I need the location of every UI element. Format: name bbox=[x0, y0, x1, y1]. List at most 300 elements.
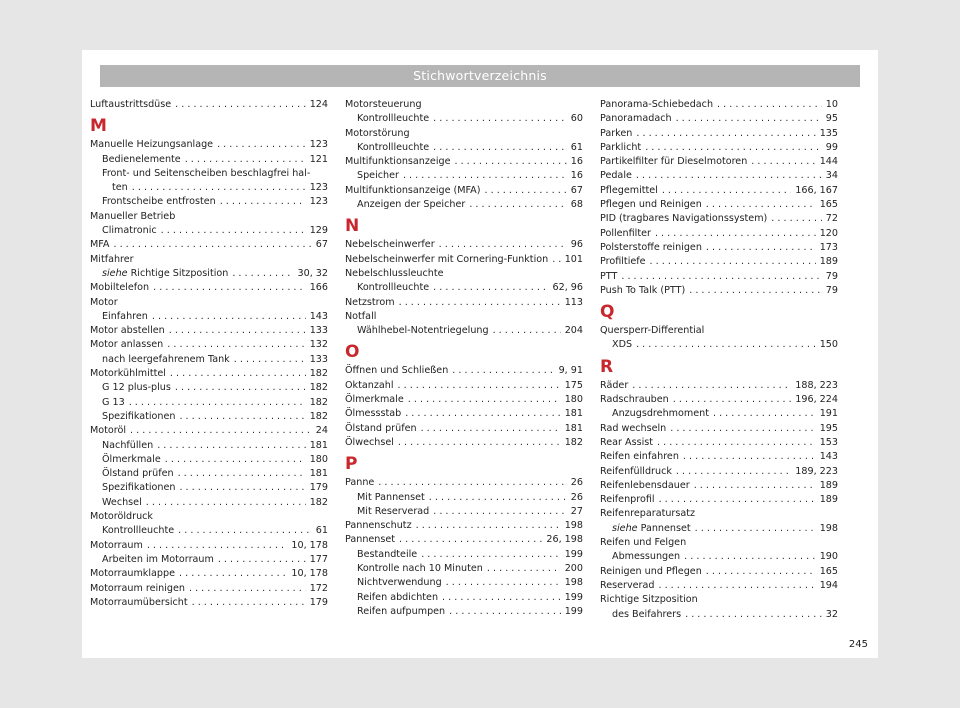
page-reference: 198 bbox=[819, 522, 838, 534]
index-term: Reifen einfahren bbox=[600, 451, 679, 463]
page-number: 245 bbox=[848, 639, 868, 650]
index-term: des Beifahrers bbox=[612, 608, 682, 620]
index-entry bbox=[600, 565, 838, 579]
index-subentry bbox=[90, 195, 328, 209]
index-subentry bbox=[90, 496, 328, 510]
index-subentry bbox=[90, 396, 328, 410]
index-entry bbox=[345, 364, 583, 378]
dot-leader bbox=[449, 605, 561, 619]
page-reference: 123 bbox=[309, 182, 328, 194]
dot-leader bbox=[717, 98, 822, 112]
index-term: Oktanzahl bbox=[345, 379, 394, 391]
page-reference: 179 bbox=[309, 596, 328, 608]
index-subentry bbox=[90, 167, 328, 181]
index-entry bbox=[345, 155, 583, 169]
index-term: Motorraum reinigen bbox=[90, 582, 185, 594]
page-reference: 129 bbox=[309, 225, 328, 237]
dot-leader bbox=[185, 153, 306, 167]
index-entry bbox=[345, 267, 583, 281]
dot-leader bbox=[771, 212, 821, 226]
index-term: Richtige Sitzposition bbox=[600, 594, 698, 606]
index-entry bbox=[90, 210, 328, 224]
index-term: Kontrollleuchte bbox=[357, 113, 430, 125]
index-subentry bbox=[90, 267, 328, 281]
page-reference: 68 bbox=[570, 199, 583, 211]
page-reference: 61 bbox=[570, 141, 583, 153]
index-term: Parken bbox=[600, 127, 633, 139]
dot-leader bbox=[706, 198, 816, 212]
page-reference: 143 bbox=[819, 451, 838, 463]
index-term: Kontrollleuchte bbox=[357, 282, 430, 294]
dot-leader bbox=[493, 324, 561, 338]
index-term: MFA bbox=[90, 239, 110, 251]
index-term: Spezifikationen bbox=[102, 482, 176, 494]
page-reference: 132 bbox=[309, 339, 328, 351]
dot-leader bbox=[673, 393, 792, 407]
index-term: Frontscheibe entfrosten bbox=[102, 196, 216, 208]
index-entry bbox=[600, 493, 838, 507]
index-term: Wechsel bbox=[102, 496, 142, 508]
index-term: Kontrollleuchte bbox=[102, 525, 175, 537]
page-reference: 9, 91 bbox=[558, 365, 583, 377]
index-entry bbox=[345, 407, 583, 421]
page-reference: 120 bbox=[819, 227, 838, 239]
index-term: Netzstrom bbox=[345, 296, 395, 308]
index-term: Motorkühlmittel bbox=[90, 368, 166, 380]
index-subentry bbox=[345, 505, 583, 519]
dot-leader bbox=[683, 450, 816, 464]
dot-leader bbox=[175, 98, 306, 112]
index-subentry bbox=[600, 608, 838, 622]
index-term: Speicher bbox=[357, 170, 399, 182]
index-term: Profiltiefe bbox=[600, 256, 646, 268]
index-entry bbox=[90, 238, 328, 252]
dot-leader bbox=[694, 479, 816, 493]
dot-leader bbox=[165, 453, 306, 467]
index-term: PID (tragbares Navigationssystem) bbox=[600, 213, 768, 225]
dot-leader bbox=[399, 296, 561, 310]
index-term: Pollenfilter bbox=[600, 227, 651, 239]
index-subentry bbox=[345, 141, 583, 155]
page-reference: 181 bbox=[564, 422, 583, 434]
page-reference: 194 bbox=[819, 579, 838, 591]
dot-leader bbox=[706, 565, 816, 579]
index-term: Motorstörung bbox=[345, 127, 410, 139]
index-term: Ölmessstab bbox=[345, 408, 402, 420]
dot-leader bbox=[439, 238, 567, 252]
page-reference: 27 bbox=[570, 505, 583, 517]
index-entry bbox=[345, 519, 583, 533]
index-term: Nichtverwendung bbox=[357, 577, 442, 589]
index-term: Einfahren bbox=[102, 310, 148, 322]
index-term: Motorraum bbox=[90, 539, 143, 551]
index-entry bbox=[345, 253, 583, 267]
index-entry bbox=[345, 238, 583, 252]
dot-leader bbox=[220, 195, 306, 209]
index-entry bbox=[90, 424, 328, 438]
index-term: Parklicht bbox=[600, 141, 642, 153]
index-entry bbox=[600, 379, 838, 393]
page-reference: 30, 32 bbox=[297, 267, 328, 279]
index-term: Reifenreparatursatz bbox=[600, 508, 696, 520]
page-reference: 10, 178 bbox=[291, 539, 328, 551]
index-term: Pflegen und Reinigen bbox=[600, 199, 702, 211]
index-entry bbox=[345, 422, 583, 436]
index-term: Partikelfilter für Dieselmotoren bbox=[600, 156, 748, 168]
index-term: PTT bbox=[600, 270, 618, 282]
index-entry bbox=[600, 479, 838, 493]
dot-leader bbox=[132, 181, 306, 195]
dot-leader bbox=[676, 465, 791, 479]
dot-leader bbox=[169, 324, 306, 338]
index-subentry bbox=[345, 112, 583, 126]
page-reference: 191 bbox=[819, 408, 838, 420]
index-column-2 bbox=[345, 98, 583, 619]
page-reference: 133 bbox=[309, 325, 328, 337]
index-term: Nebelschlussleuchte bbox=[345, 267, 444, 279]
index-term: Motorraumklappe bbox=[90, 568, 175, 580]
dot-leader bbox=[179, 410, 305, 424]
index-term: Motor anlassen bbox=[90, 339, 164, 351]
index-subentry bbox=[90, 524, 328, 538]
page-reference: 10 bbox=[825, 99, 838, 110]
page-reference: 181 bbox=[564, 408, 583, 420]
index-term: Reifen abdichten bbox=[357, 591, 439, 603]
index-term: Rad wechseln bbox=[600, 422, 667, 434]
dot-leader bbox=[684, 550, 816, 564]
index-term: Bedienelemente bbox=[102, 153, 181, 165]
page-reference: 165 bbox=[819, 565, 838, 577]
dot-leader bbox=[433, 505, 567, 519]
index-entry bbox=[345, 476, 583, 490]
dot-leader bbox=[421, 548, 560, 562]
dot-leader bbox=[178, 467, 306, 481]
page-reference: 34 bbox=[825, 170, 838, 182]
dot-leader bbox=[179, 567, 287, 581]
index-entry bbox=[90, 582, 328, 596]
index-term: Pannenset bbox=[345, 534, 396, 546]
index-entry bbox=[600, 112, 838, 126]
index-letter-heading: P bbox=[345, 454, 358, 475]
index-column-1 bbox=[90, 98, 328, 610]
page-reference: 60 bbox=[570, 113, 583, 125]
dot-leader bbox=[175, 381, 306, 395]
index-entry bbox=[90, 367, 328, 381]
index-term: Ölmerkmale bbox=[102, 453, 161, 465]
index-term: Mit Pannenset bbox=[357, 491, 425, 503]
index-entry bbox=[345, 296, 583, 310]
index-entry bbox=[345, 533, 583, 547]
index-term: Panne bbox=[345, 477, 375, 489]
index-subentry bbox=[90, 481, 328, 495]
page-reference: 95 bbox=[825, 113, 838, 125]
index-entry bbox=[90, 296, 328, 310]
page-reference: 101 bbox=[564, 253, 583, 265]
index-term: Räder bbox=[600, 379, 629, 391]
page-reference: 135 bbox=[819, 127, 838, 139]
index-entry bbox=[90, 324, 328, 338]
dot-leader bbox=[650, 255, 816, 269]
index-term: Pannenschutz bbox=[345, 520, 412, 532]
dot-leader bbox=[645, 141, 822, 155]
dot-leader bbox=[670, 422, 815, 436]
index-subentry bbox=[600, 407, 838, 421]
index-letter-heading: Q bbox=[600, 302, 615, 323]
index-term: Reifenfülldruck bbox=[600, 465, 672, 477]
index-entry bbox=[600, 227, 838, 241]
index-subentry bbox=[600, 550, 838, 564]
index-column-3 bbox=[600, 98, 838, 622]
index-term: Anzeigen der Speicher bbox=[357, 199, 466, 211]
page-reference: 180 bbox=[309, 453, 328, 465]
index-subentry bbox=[345, 169, 583, 183]
index-entry bbox=[600, 465, 838, 479]
dot-leader bbox=[157, 439, 306, 453]
page-reference: 150 bbox=[819, 339, 838, 351]
index-entry bbox=[345, 379, 583, 393]
index-entry bbox=[345, 393, 583, 407]
dot-leader bbox=[454, 155, 566, 169]
index-term: Arbeiten im Motorraum bbox=[102, 553, 214, 565]
page-reference: 124 bbox=[309, 99, 328, 110]
index-term: nach leergefahrenem Tank bbox=[102, 353, 230, 365]
index-subentry bbox=[600, 522, 838, 536]
index-entry bbox=[600, 536, 838, 550]
page-reference: 24 bbox=[315, 425, 328, 437]
page-reference: 16 bbox=[570, 170, 583, 182]
page-reference: 32 bbox=[825, 608, 838, 620]
index-term: Luftaustrittsdüse bbox=[90, 99, 172, 110]
index-entry bbox=[600, 507, 838, 521]
index-term: Ölstand prüfen bbox=[102, 468, 174, 480]
index-term: Panorama-Schiebedach bbox=[600, 99, 714, 110]
dot-leader bbox=[178, 524, 312, 538]
page-reference: 175 bbox=[564, 379, 583, 391]
dot-leader bbox=[636, 169, 822, 183]
index-entry bbox=[600, 98, 838, 112]
page-reference: 133 bbox=[309, 353, 328, 365]
page-reference: 79 bbox=[825, 270, 838, 282]
index-subentry bbox=[90, 381, 328, 395]
page-reference: 196, 224 bbox=[795, 394, 838, 406]
page-reference: 166 bbox=[309, 282, 328, 294]
dot-leader bbox=[398, 436, 561, 450]
dot-leader bbox=[469, 198, 566, 212]
index-subentry bbox=[345, 562, 583, 576]
index-subentry bbox=[90, 224, 328, 238]
index-entry bbox=[90, 596, 328, 610]
index-term: Motoröldruck bbox=[90, 511, 153, 523]
page-reference: 182 bbox=[564, 436, 583, 448]
index-term: Reifenlebensdauer bbox=[600, 479, 690, 491]
dot-leader bbox=[170, 367, 306, 381]
index-term: ten bbox=[112, 182, 128, 194]
page-reference: 26 bbox=[570, 477, 583, 489]
dot-leader bbox=[429, 491, 567, 505]
index-term: siehe Pannenset bbox=[612, 522, 691, 534]
page-reference: 173 bbox=[819, 241, 838, 253]
page-reference: 199 bbox=[564, 548, 583, 560]
index-term: Bestandteile bbox=[357, 548, 418, 560]
dot-leader bbox=[130, 424, 312, 438]
index-term: Reifen und Felgen bbox=[600, 537, 687, 549]
index-term: Kontrollleuchte bbox=[357, 141, 430, 153]
index-term: XDS bbox=[612, 339, 633, 351]
index-term: Multifunktionsanzeige (MFA) bbox=[345, 184, 481, 196]
dot-leader bbox=[485, 184, 567, 198]
index-term: Nebelscheinwerfer bbox=[345, 239, 435, 251]
index-term: Quersperr-Differential bbox=[600, 325, 705, 337]
page-reference: 61 bbox=[315, 525, 328, 537]
dot-leader bbox=[632, 379, 791, 393]
index-entry bbox=[90, 510, 328, 524]
page-reference: 198 bbox=[564, 577, 583, 589]
index-term: Notfall bbox=[345, 310, 377, 322]
dot-leader bbox=[147, 539, 288, 553]
index-term: Anzugsdrehmoment bbox=[612, 408, 709, 420]
index-term: Mit Reserverad bbox=[357, 505, 430, 517]
index-term: Nebelscheinwerfer mit Cornering-Funktion bbox=[345, 253, 549, 265]
dot-leader bbox=[399, 533, 542, 547]
index-term: siehe Richtige Sitzposition bbox=[102, 267, 229, 279]
dot-leader bbox=[706, 241, 816, 255]
index-term: Multifunktionsanzeige bbox=[345, 156, 451, 168]
dot-leader bbox=[129, 396, 306, 410]
dot-leader bbox=[658, 579, 815, 593]
page-reference: 113 bbox=[564, 296, 583, 308]
index-entry bbox=[90, 281, 328, 295]
page-reference: 96 bbox=[570, 239, 583, 251]
index-entry bbox=[90, 138, 328, 152]
dot-leader bbox=[146, 496, 306, 510]
index-subentry bbox=[345, 491, 583, 505]
dot-leader bbox=[161, 224, 306, 238]
dot-leader bbox=[751, 155, 815, 169]
page-reference: 200 bbox=[564, 563, 583, 575]
index-entry bbox=[600, 198, 838, 212]
index-entry bbox=[600, 324, 838, 338]
index-term: Spezifikationen bbox=[102, 410, 176, 422]
page-reference: 67 bbox=[570, 184, 583, 196]
page-reference: 189 bbox=[819, 494, 838, 506]
index-term: Panoramadach bbox=[600, 113, 672, 125]
page-reference: 182 bbox=[309, 382, 328, 394]
index-entry bbox=[600, 141, 838, 155]
index-term: G 12 plus-plus bbox=[102, 382, 171, 394]
index-term: Kontrolle nach 10 Minuten bbox=[357, 563, 483, 575]
index-subentry bbox=[345, 324, 583, 338]
index-subentry bbox=[90, 410, 328, 424]
page-reference: 165 bbox=[819, 199, 838, 211]
dot-leader bbox=[689, 284, 822, 298]
dot-leader bbox=[433, 141, 567, 155]
dot-leader bbox=[621, 270, 821, 284]
index-term: Ölstand prüfen bbox=[345, 422, 417, 434]
index-term: Motor bbox=[90, 296, 118, 308]
index-term: Nachfüllen bbox=[102, 439, 154, 451]
index-term: Front- und Seitenscheiben beschlagfrei hal- bbox=[102, 167, 311, 179]
index-term: Pedale bbox=[600, 170, 632, 182]
index-term: Push To Talk (PTT) bbox=[600, 284, 686, 296]
index-subentry bbox=[345, 591, 583, 605]
dot-leader bbox=[403, 169, 567, 183]
dot-leader bbox=[218, 553, 306, 567]
page-reference: 182 bbox=[309, 368, 328, 380]
dot-leader bbox=[153, 281, 306, 295]
index-term: Öffnen und Schließen bbox=[345, 365, 449, 377]
index-entry bbox=[90, 253, 328, 267]
index-term: Reifen aufpumpen bbox=[357, 605, 446, 617]
page-reference: 143 bbox=[309, 310, 328, 322]
page-reference: 99 bbox=[825, 141, 838, 153]
page-reference: 172 bbox=[309, 582, 328, 594]
index-entry bbox=[600, 450, 838, 464]
index-entry bbox=[600, 184, 838, 198]
page-reference: 195 bbox=[819, 422, 838, 434]
dot-leader bbox=[433, 281, 548, 295]
index-term: Ölmerkmale bbox=[345, 394, 404, 406]
index-subentry bbox=[90, 153, 328, 167]
page-reference: 123 bbox=[309, 139, 328, 151]
index-subentry bbox=[345, 548, 583, 562]
index-term: Radschrauben bbox=[600, 394, 669, 406]
index-term: Climatronic bbox=[102, 225, 157, 237]
index-term: Motorraumübersicht bbox=[90, 596, 188, 608]
index-entry bbox=[90, 567, 328, 581]
index-subentry bbox=[90, 181, 328, 195]
page-reference: 26, 198 bbox=[546, 534, 583, 546]
page-reference: 188, 223 bbox=[795, 379, 838, 391]
dot-leader bbox=[405, 407, 560, 421]
index-entry bbox=[345, 184, 583, 198]
page-reference: 179 bbox=[309, 482, 328, 494]
dot-leader bbox=[636, 127, 815, 141]
index-term: Motor abstellen bbox=[90, 325, 165, 337]
index-term: Abmessungen bbox=[612, 551, 681, 563]
dot-leader bbox=[636, 338, 816, 352]
index-entry bbox=[600, 422, 838, 436]
index-term: Reinigen und Pflegen bbox=[600, 565, 702, 577]
index-subentry bbox=[90, 467, 328, 481]
page-reference: 181 bbox=[309, 468, 328, 480]
dot-leader bbox=[452, 364, 554, 378]
index-letter-heading: O bbox=[345, 342, 360, 363]
dot-leader bbox=[408, 393, 561, 407]
index-letter-heading: N bbox=[345, 216, 360, 237]
page-reference: 180 bbox=[564, 394, 583, 406]
index-term: Polsterstoffe reinigen bbox=[600, 241, 702, 253]
index-subentry bbox=[90, 353, 328, 367]
page-reference: 204 bbox=[564, 325, 583, 337]
dot-leader bbox=[552, 253, 561, 267]
index-subentry bbox=[345, 576, 583, 590]
dot-leader bbox=[167, 338, 305, 352]
index-entry bbox=[345, 127, 583, 141]
index-subentry bbox=[345, 198, 583, 212]
dot-leader bbox=[662, 184, 791, 198]
index-term: Mobiltelefon bbox=[90, 282, 150, 294]
page-reference: 79 bbox=[825, 284, 838, 296]
page-reference: 153 bbox=[819, 436, 838, 448]
page-reference: 182 bbox=[309, 410, 328, 422]
page-reference: 16 bbox=[570, 156, 583, 168]
dot-leader bbox=[192, 596, 306, 610]
index-entry bbox=[90, 539, 328, 553]
index-term: Motorsteuerung bbox=[345, 99, 422, 110]
index-entry bbox=[600, 393, 838, 407]
page-reference: 189, 223 bbox=[795, 465, 838, 477]
index-page bbox=[82, 50, 878, 658]
